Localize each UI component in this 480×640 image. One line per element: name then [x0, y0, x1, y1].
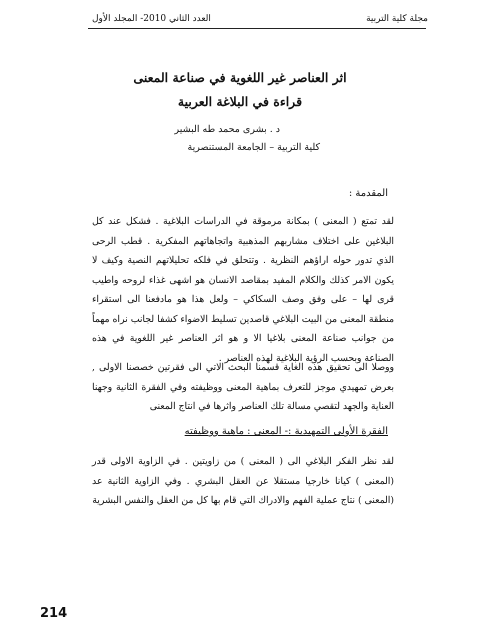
issue-info: العدد الثاني 2010- المجلد الأول — [92, 14, 211, 24]
introduction-heading: المقدمة : — [348, 188, 388, 199]
article-title: اثر العناصر غير اللغوية في صناعة المعنى — [133, 70, 347, 85]
paragraph-introduction: لقد تمتع ( المعنى ) بمكانة مرموقة في الدراسات البلاغية . فشكل عند كل البلاغين على اختلاف مشاربهم المذهبية واتجاهاتهم المفكرية . قطب الرحى الذي تدور حوله اراؤهم النظرية . وتتحلق في فلكه تحليلاتهم النصية وكيف لا يكون الامر كذلك والكلام المفيد بمقاصد الانسان هو اشهى غذاء لروحه واطيب قرى لها – على وفق وصف السكاكي – ولعل هذا هو مادفعنا الى استقراء منطقة المعنى من البيت البلاغي قاصدين تسليط الاضواء كشفا لجانب نراه مهماً من جوانب صناعة المعنى بلاغيا الا و هو اثر العناصر غير اللغوية في هذه الصناعة وبحسب الرؤية البلاغية لهذه العناصر . — [92, 216, 394, 364]
article-subtitle: قراءة في البلاغة العربية — [177, 94, 303, 109]
journal-name: مجلة كلية التربية — [366, 14, 428, 24]
paragraph-plan: ووصلا الى تحقيق هذه الغاية قسمنا البحث الاتي الى فقرتين خصصنا الاولى , بعرض تمهيدي موجز للتعرف بماهية المعنى ووظيفته وفي الفقرة الثانية وجهنا العناية والجهد لتقصي مسالة تلك العناصر واثرها في انتاج المعنى — [92, 362, 394, 412]
section-heading: الفقرة الأولى التمهيدية :- المعنى : ماهية ووظيفته — [184, 426, 388, 437]
author-name: د . بشرى محمد طه البشير — [174, 124, 280, 135]
page-number: 214 — [40, 606, 68, 621]
header-divider — [88, 28, 426, 29]
paragraph-section1: لقد نظر الفكر البلاغي الى ( المعنى ) من زاويتين . في الزاوية الاولى قدر (المعنى ) كيانا خارجيا مستقلا عن العقل البشري . وفي الزاوية الثانية عد (المعنى ) نتاج عملية الفهم والادراك التي قام بها كل من العقل والنفس البشرية — [92, 456, 394, 506]
author-affiliation: كلية التربية – الجامعة المستنصرية — [187, 142, 320, 153]
